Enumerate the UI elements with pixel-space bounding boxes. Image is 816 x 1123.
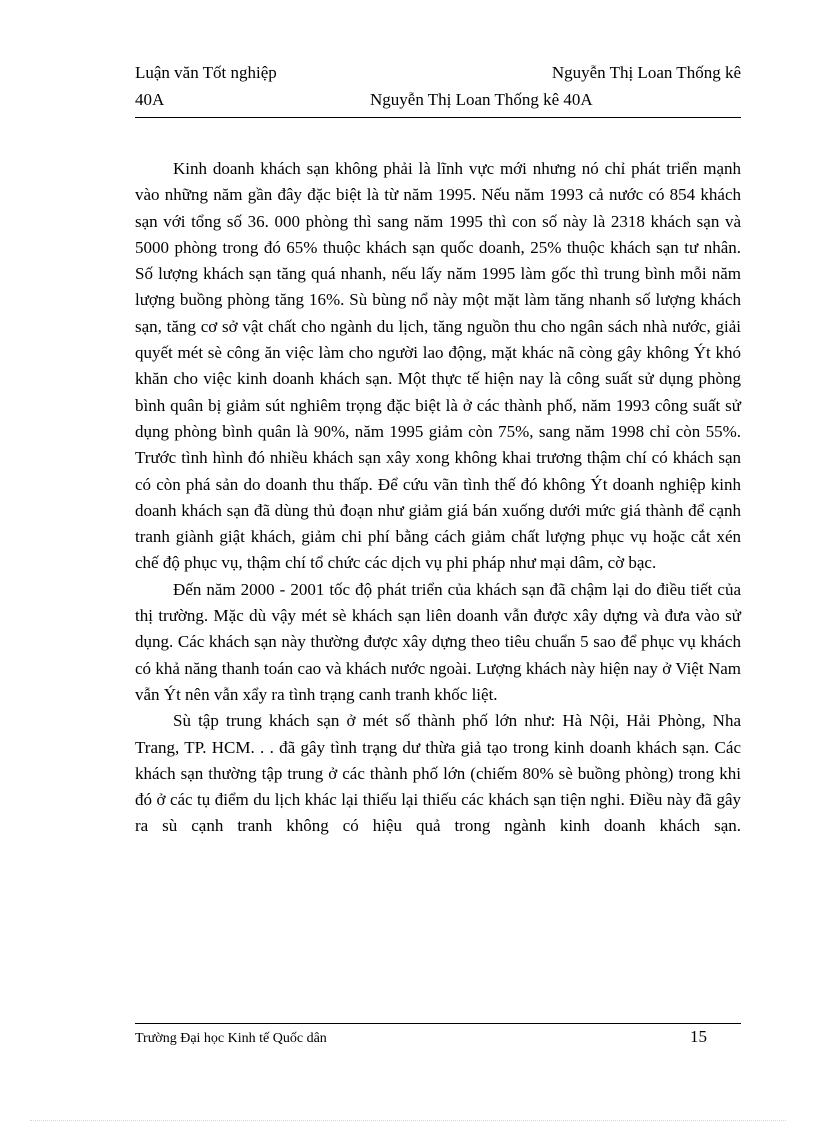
document-body xyxy=(135,156,741,840)
school-name: Trường Đại học Kinh tế Quốc dân xyxy=(135,1031,327,1046)
author-name: Nguyễn Thị Loan Thống kê xyxy=(551,63,741,82)
class-code: 40A xyxy=(135,90,165,109)
footer-divider xyxy=(135,1023,741,1024)
page-number: 15 xyxy=(690,1027,707,1046)
paragraph-1: Kinh doanh khách sạn không phải là lĩnh vực mới nhưng nó chỉ phát triển mạnh vào những năm gần đây đặc biệt là từ năm 1995. Nếu năm 1993 cả nước có 854 khách sạn với tổng số 36. 000 phòng thì sang năm 1995 thì con số này là 2318 khách sạn và 5000 phòng trong đó 65% thuộc khách sạn quốc doanh, 25% thuộc khách sạn tư nhân. Số lượng khách sạn tăng quá nhanh, nếu lấy năm 1995 làm gốc thì trung bình mỗi năm lượng buồng phòng tăng 16%. Sù bùng nổ này một mặt làm tăng nhanh số lượng khách sạn, tăng cơ sở vật chất cho ngành du lịch, tăng nguồn thu cho ngân sách nhà nước, giải quyết mét sè công ăn việc làm cho người lao động, mặt khác nã còng gây không Ýt khó khăn cho việc kinh doanh khách sạn. Một thực tế hiện nay là công suất sử dụng phòng bình quân bị giảm sút nghiêm trọng đặc biệt là ở các thành phố, năm 1993 công suất sử dụng phòng bình quân là 90%, năm 1995 giảm còn 75%, sang năm 1998 chỉ còn 55%. Trước tình hình đó nhiều khách sạn xây xong không khai trương thậm chí có khách sạn có còn phá sản do doanh thu thấp. Để cứu vãn tình thế đó không Ýt doanh nghiệp kinh doanh khách sạn đã dùng thủ đoạn như giảm giá bán xuống dưới mức giá thành để cạnh tranh giành giật khách, giảm chi phí bằng cách giảm chất lượng phục vụ hoặc cắt xén chế độ phục vụ, thậm chí tổ chức các dịch vụ phi pháp như mại dâm, cờ bạc. xyxy=(135,159,741,573)
author-subtitle: Nguyễn Thị Loan Thống kê 40A xyxy=(370,90,593,109)
page-header xyxy=(135,62,741,84)
paragraph-3: Sù tập trung khách sạn ở mét số thành phố lớn như: Hà Nội, Hải Phòng, Nha Trang, TP. HCM. . . đã gây tình trạng dư thừa giả tạo trong kinh doanh khách sạn. Các khách sạn thường tập trung ở các thành phố lớn (chiếm 80% sè buồng phòng) trong khi đó ở các tụ điểm du lịch khác lại thiếu lại thiếu các khách sạn tiện nghi. Điều này đã gây ra sù cạnh tranh không có hiệu quả trong ngành kinh doanh khách sạn. xyxy=(135,711,741,836)
paragraph-2: Đến năm 2000 - 2001 tốc độ phát triển của khách sạn đã chậm lại do điều tiết của thị trường. Mặc dù vậy mét sè khách sạn liên doanh vẫn được xây dựng và đưa vào sử dụng. Các khách sạn này thường được xây dựng theo tiêu chuẩn 5 sao để phục vụ khách có khả năng thanh toán cao và khách nước ngoài. Lượng khách này hiện nay ở Việt Nam vẫn Ýt nên vẫn xẩy ra tình trạng canh tranh khốc liệt. xyxy=(135,579,741,704)
thesis-title: Luận văn Tốt nghiệp xyxy=(135,63,277,82)
page-bottom-border xyxy=(30,1120,786,1121)
header-divider xyxy=(135,117,741,118)
page-footer xyxy=(135,1027,707,1047)
